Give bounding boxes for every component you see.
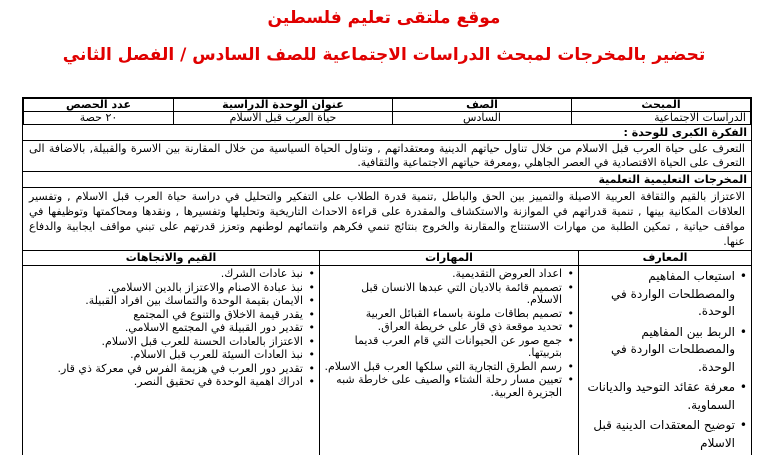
list-item: • معرفة عقائد التوحيد والديانات السماوية. bbox=[583, 379, 735, 414]
cell-sessions: ٢٠ حصة bbox=[24, 112, 174, 125]
cell-subject: الدراسات الاجتماعية bbox=[572, 112, 751, 125]
list-item: • تقدير دور العرب في هزيمة الفرس في معركة ذي قار. bbox=[27, 363, 303, 376]
list-item: • الايمان بقيمة الوحدة والتماسك بين افراد القبيلة. bbox=[27, 295, 303, 308]
outcomes-label: المخرجات التعليمية التعلمية bbox=[23, 172, 751, 188]
table-header-row bbox=[24, 99, 751, 112]
skills-header: المهارات bbox=[320, 251, 578, 266]
list-item: • استيعاب المفاهيم والمصطلحات الواردة في الوحدة. bbox=[583, 268, 735, 321]
big-idea-label: الفكرة الكبرى للوحدة : bbox=[23, 125, 751, 141]
header-sessions: عدد الحصص bbox=[24, 99, 174, 112]
list-item: • اعداد العروض التقديمية. bbox=[324, 268, 562, 281]
list-item: • نبذ العادات السيئة للعرب قبل الاسلام. bbox=[27, 349, 303, 362]
list-item: • ادراك اهمية الوحدة في تحقيق النصر. bbox=[27, 376, 303, 389]
list-item: • رسم الطرق التجارية التي سلكها العرب قبل الاسلام. bbox=[324, 361, 562, 374]
list-item: • تصميم قائمة بالاديان التي عبدها الانسان قبل الاسلام. bbox=[324, 282, 562, 307]
values-header: القيم والاتجاهات bbox=[23, 251, 319, 266]
list-item: • يقدر قيمة الاخلاق والتنوع في المجتمع bbox=[27, 309, 303, 322]
knowledge-column bbox=[578, 251, 751, 455]
knowledge-list bbox=[579, 266, 751, 452]
header-unit-title: عنوان الوحدة الدراسية bbox=[174, 99, 393, 112]
list-item: • تحديد موقعة ذي قار على خريطة العراق. bbox=[324, 321, 562, 334]
knowledge-header: المعارف bbox=[579, 251, 751, 266]
skills-column bbox=[319, 251, 578, 455]
page-title: تحضير بالمخرجات لمبحث الدراسات الاجتماعية للصف السادس / الفصل الثاني bbox=[62, 45, 706, 65]
cell-grade: السادس bbox=[393, 112, 572, 125]
list-item: • تعيين مسار رحلة الشتاء والصيف على خارطة شبه الجزيرة العربية. bbox=[324, 374, 562, 399]
list-item: • الربط بين المفاهيم والمصطلحات الواردة في الوحدة. bbox=[583, 324, 735, 377]
header-grade: الصف bbox=[393, 99, 572, 112]
list-item: • الاعتزاز بالعادات الحسنة للعرب قبل الاسلام. bbox=[27, 336, 303, 349]
site-title: موقع ملتقى تعليم فلسطين bbox=[267, 8, 501, 28]
list-item: • تصميم بطاقات ملونة باسماء القبائل العربية bbox=[324, 308, 562, 321]
list-item: • توضيح المعتقدات الدينية قبل الاسلام bbox=[583, 417, 735, 452]
lesson-plan-sheet bbox=[22, 97, 752, 455]
values-list bbox=[23, 266, 319, 389]
outcomes-text: الاعتزاز بالقيم والثقافة العربية الاصيلة والتمييز بين الحق والباطل ,تنمية قدرة الطلاب على التفكير والتحليل في دراسة حياة العرب قبل الاسلام , وتفسير العلاقات المكانية بينها , تنمية قدراتهم في الموازنة والاستكشاف والمقدرة على قراءة الاحداث التاريخية وتحليلها وتفسيرها , ونقدها ومحاكمتها وتوظيفها في مواقف حياتية , تمكين الطلبة من مهارات الاستنتاج والمقارنة والخروج بنتائج تنمي فكرهم وانتمائهم لوطنهم وتعزز قدرتهم على تبني مواقف ايجابية والدفاع عنها. bbox=[23, 188, 751, 251]
list-item: • نبذ عادات الشرك. bbox=[27, 268, 303, 281]
table-row bbox=[24, 112, 751, 125]
list-item: • نبذ عبادة الاصنام والاعتزاز بالدين الاسلامي. bbox=[27, 282, 303, 295]
list-item: • جمع صور عن الحيوانات التي قام العرب قديما بتربيتها. bbox=[324, 335, 562, 360]
list-item: • تقدير دور القبيلة في المجتمع الاسلامي. bbox=[27, 322, 303, 335]
big-idea-text: التعرف على حياة العرب قبل الاسلام من خلال تناول حياتهم الدينية ومعتقداتهم , وتناول الحياة السياسية من خلال المقارنة بين الاسرة والقبيلة, بالاضافة الى التعرف على الحياة الاقتصادية في العصر الجاهلي ,ومعرفة حياتهم الاجتماعية والثقافية. bbox=[23, 141, 751, 172]
cell-unit-title: حياة العرب قبل الاسلام bbox=[174, 112, 393, 125]
header-subject: المبحث bbox=[572, 99, 751, 112]
unit-info-table bbox=[23, 98, 751, 125]
skills-list bbox=[320, 266, 578, 399]
values-column bbox=[23, 251, 319, 455]
columns-section bbox=[23, 251, 751, 455]
